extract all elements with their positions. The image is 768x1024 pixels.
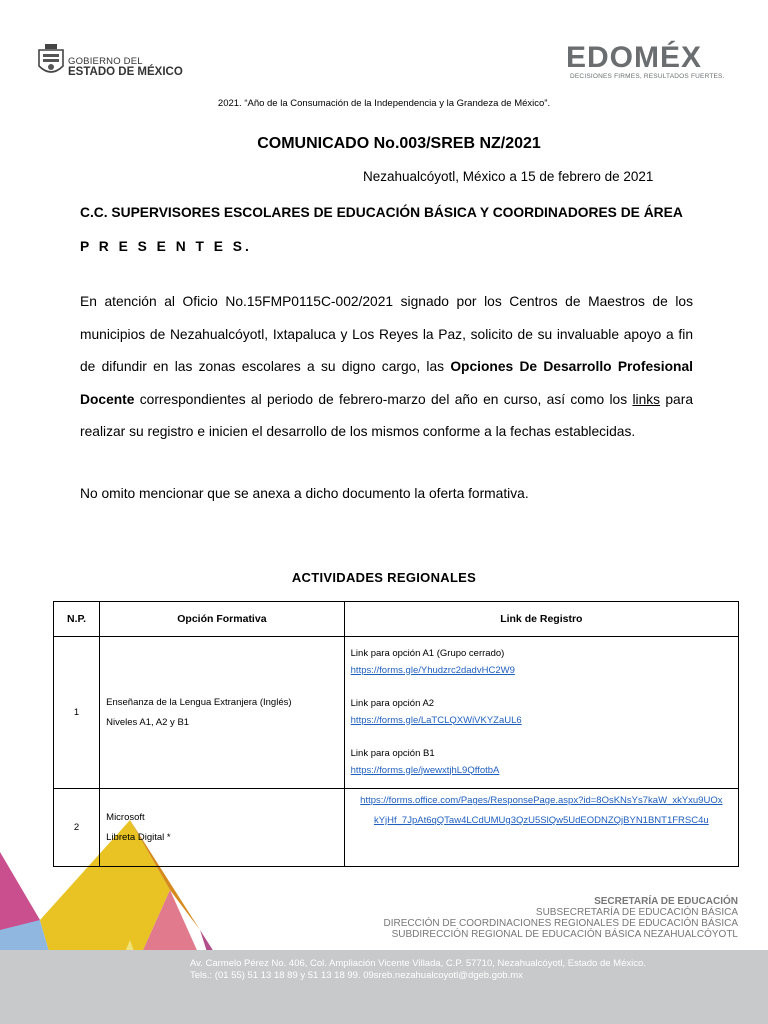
header-np: N.P. [54, 602, 100, 637]
link-url-b1[interactable]: https://forms.gle/jwewxtjhL9QffotbA [350, 764, 500, 776]
table-header-row [54, 602, 739, 637]
table-row [54, 789, 739, 867]
option-line-2: Libreta Digital * [106, 831, 171, 843]
addressee: C.C. SUPERVISORES ESCOLARES DE EDUCACIÓN BÁSICA Y COORDINADORES DE ÁREA [80, 205, 683, 220]
p1-links-word: links [632, 391, 661, 407]
footer-address: Av. Carmelo Pérez No. 406, Col. Ampliación Vicente Villada, C.P. 57710, Nezahualcóyotl, Estado de México. [190, 958, 646, 969]
link-url-a2[interactable]: https://forms.gle/LaTCLQXWiVKYZaUL6 [350, 714, 522, 726]
ms-link-url-line-1[interactable]: https://forms.office.com/Pages/ResponsePage.aspx?id=8OsKNsYs7kaW_xkYxu9UOx [360, 795, 723, 806]
option-cell [100, 637, 344, 789]
place-and-date: Nezahualcóyotl, México a 15 de febrero de 2021 [363, 169, 654, 184]
row-number: 1 [54, 637, 100, 789]
gov-line-2: ESTADO DE MÉXICO [68, 66, 183, 78]
gov-line-1: GOBIERNO DEL [68, 56, 143, 67]
body-paragraph-1 [80, 286, 693, 449]
brand-wordmark: EDOMÉX [566, 41, 703, 74]
table-row [54, 637, 739, 789]
links-cell [344, 637, 738, 789]
option-line-1: Enseñanza de la Lengua Extranjera (Inglés) [106, 696, 292, 708]
footer-address-block [190, 958, 646, 982]
p1-bold-phrase: Opciones De Desarrollo Profesional Docente [80, 359, 693, 407]
presentes: P R E S E N T E S. [80, 239, 252, 254]
link-url-a1[interactable]: https://forms.gle/Yhudzrc2dadvHC2W9 [350, 664, 515, 676]
state-shield-icon [36, 42, 66, 78]
links-cell [344, 789, 738, 867]
header-option: Opción Formativa [100, 602, 344, 637]
footer-phones: Tels.: (01 55) 51 13 18 89 y 51 13 18 99. 09sreb.nezahualcoyotl@dgeb.gob.mx [190, 970, 523, 981]
footer-subsecretaria: SUBSECRETARÍA DE EDUCACIÓN BÁSICA [535, 907, 738, 918]
table-title: ACTIVIDADES REGIONALES [291, 570, 477, 585]
document-title: COMUNICADO No.003/SREB NZ/2021 [257, 135, 541, 152]
header-link: Link de Registro [344, 602, 738, 637]
footer-secretaria: SECRETARÍA DE EDUCACIÓN [594, 896, 738, 907]
p1-text-b: correspondientes al periodo de febrero-marzo del año en curso, así como los [134, 391, 633, 407]
year-motto: 2021. “Año de la Consumación de la Independencia y la Grandeza de México”. [217, 98, 551, 109]
edomex-logo [566, 42, 736, 84]
option-line-1: Microsoft [106, 811, 145, 823]
footer-direccion: DIRECCIÓN DE COORDINACIONES REGIONALES DE EDUCACIÓN BÁSICA [383, 918, 738, 929]
p1-text-c: para realizar su registro e inicien el desarrollo de los mismos conforme a la fechas establecidas. [80, 391, 693, 439]
p1-text-a: En atención al Oficio No.15FMP0115C-002/2021 signado por los Centros de Maestros de los municipios de Nezahualcóyotl, Ixtapaluca y Los Reyes la Paz, solicito de su invaluable apoyo a fin de difundir en las zonas escolares a su digno cargo, las [80, 294, 693, 374]
footer-institution-block [383, 896, 738, 940]
option-line-2: Niveles A1, A2 y B1 [106, 716, 190, 728]
row-number: 2 [54, 789, 100, 867]
body-paragraph-2: No omito mencionar que se anexa a dicho documento la oferta formativa. [80, 486, 529, 501]
ms-link-url-line-2[interactable]: kYjHf_7JpAt6qQTaw4LCdUMUg3QzU5SlQw5UdEODNZQjBYN1BNT1FRSC4u [373, 815, 709, 826]
brand-tagline: DECISIONES FIRMES, RESULTADOS FUERTES. [570, 73, 725, 80]
option-cell [100, 789, 344, 867]
footer-subdireccion: SUBDIRECCIÓN REGIONAL DE EDUCACIÓN BÁSICA NEZAHUALCÓYOTL [391, 929, 738, 940]
link-label-a1: Link para opción A1 (Grupo cerrado) [350, 647, 505, 659]
link-label-b1: Link para opción B1 [350, 747, 435, 759]
link-label-a2: Link para opción A2 [350, 697, 435, 709]
activities-table [53, 601, 739, 867]
government-logo [36, 42, 183, 82]
